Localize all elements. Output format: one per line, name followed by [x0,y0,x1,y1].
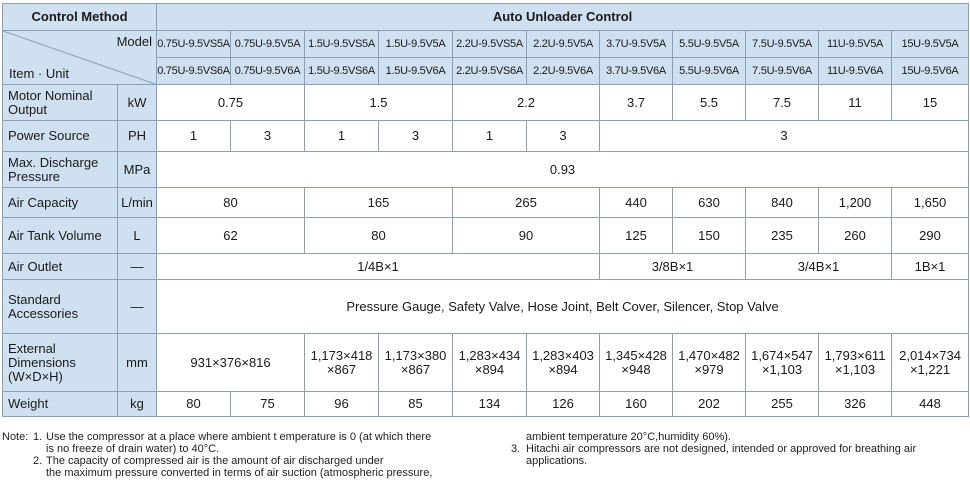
value-cell [819,334,892,392]
model-cell: 1.5U-9.5VS5A [305,31,379,58]
model-item-corner [3,31,157,85]
air-tank-label: Air Tank Volume [3,218,118,254]
dimensions-row [3,334,969,392]
power-source-unit: PH [118,121,157,152]
value-cell: 0.93 [157,152,969,188]
model-cell: 1.5U-9.5V5A [379,31,453,58]
item-unit-label: Item · Unit [9,66,69,81]
value-cell [892,334,969,392]
dimensions-label [3,334,118,392]
air-tank-row [3,218,969,254]
value-cell: 1,650 [892,188,969,218]
value-cell: 1B×1 [892,254,969,280]
discharge-pressure-unit: MPa [118,152,157,188]
model-cell: 2.2U-9.5VS6A [453,58,527,85]
note-1 [2,431,507,455]
value-cell: 5.5 [673,85,746,121]
air-outlet-unit: — [118,254,157,280]
air-outlet-label: Air Outlet [3,254,118,280]
dim-line: ×979 [694,361,724,377]
accessories-unit: — [118,280,157,334]
dim-line: ×1,221 [909,361,951,377]
air-capacity-unit: L/min [118,188,157,218]
note-3 [511,443,969,467]
value-cell: 62 [157,218,305,254]
dim-line: 1,674×547 [751,347,813,363]
value-cell: 85 [379,392,453,417]
value-cell: 0.75 [157,85,305,121]
notes-column-right [511,431,969,467]
motor-output-unit: kW [118,85,157,121]
model-cell: 15U-9.5V6A [892,58,969,85]
dim-line: 1,283×434 [458,347,521,363]
model-cell: 0.75U-9.5VS5A [157,31,231,58]
value-cell [746,334,819,392]
value-cell: 80 [157,188,305,218]
model-cell: 11U-9.5V6A [819,58,892,85]
model-cell: 1.5U-9.5VS6A [305,58,379,85]
model-cell: 11U-9.5V5A [819,31,892,58]
dim-line: ×1,103 [834,361,876,377]
discharge-pressure-label: Max. Discharge Pressure [3,152,118,188]
model-cell: 7.5U-9.5V5A [746,31,819,58]
model-cell: 0.75U-9.5V6A [231,58,305,85]
value-cell: 3 [379,121,453,152]
dim-line: 1,173×380 [384,347,447,363]
note-number: 2. [33,455,43,467]
value-cell: 290 [892,218,969,254]
value-cell: 3/8B×1 [600,254,746,280]
value-cell: 630 [673,188,746,218]
value-cell: 448 [892,392,969,417]
dim-line: ×867 [326,361,357,377]
air-tank-unit: L [118,218,157,254]
power-source-row [3,121,969,152]
dim-line: ×867 [400,361,431,377]
value-cell: 202 [673,392,746,417]
dim-line: 2,014×734 [899,347,961,363]
dimensions-label-wdh: (W×D×H) [8,368,63,384]
model-cell: 1.5U-9.5V6A [379,58,453,85]
value-cell: 150 [673,218,746,254]
model-cell: 0.75U-9.5V5A [231,31,305,58]
note-text: applications. [526,455,588,467]
value-cell: 90 [453,218,600,254]
spec-table [2,3,969,417]
model-cell: 3.7U-9.5V5A [600,31,673,58]
value-cell: 1 [305,121,379,152]
value-cell: 3 [527,121,600,152]
value-cell: 165 [305,188,453,218]
motor-output-label: Motor Nominal Output [3,85,118,121]
dim-line: 1,283×403 [532,347,594,363]
model-label: Model [116,34,153,49]
value-cell: 3.7 [600,85,673,121]
motor-output-row [3,85,969,121]
value-cell: 326 [819,392,892,417]
notes [2,431,968,487]
dim-line: ×894 [548,361,578,377]
value-cell: 265 [453,188,600,218]
air-capacity-row [3,188,969,218]
model-cell: 2.2U-9.5V5A [527,31,600,58]
value-cell: 3/4B×1 [746,254,892,280]
model-cell: 5.5U-9.5V6A [673,58,746,85]
value-cell: 1 [453,121,527,152]
model-cell: 0.75U-9.5VS6A [157,58,231,85]
value-cell: 235 [746,218,819,254]
dimensions-unit: mm [118,334,157,392]
note-text: is no freeze of drain water) to 40°C. [46,443,220,455]
weight-label: Weight [3,392,118,417]
discharge-pressure-row [3,152,969,188]
note-text: The capacity of compressed air is the amount of air discharged under [46,455,384,467]
value-cell: 134 [453,392,527,417]
value-cell: 440 [600,188,673,218]
dim-line: 1,345×428 [605,347,667,363]
value-cell [379,334,453,392]
dim-line: 1,793×611 [824,347,886,363]
weight-unit: kg [118,392,157,417]
model-row-1 [3,31,969,58]
note-text: the maximum pressure converted in terms of air suction (atmospheric pressure, [46,467,433,479]
value-cell: 1.5 [305,85,453,121]
dim-line: ×1,103 [761,361,803,377]
value-cell: 96 [305,392,379,417]
header-row [3,4,969,31]
value-cell: 260 [819,218,892,254]
air-outlet-row [3,254,969,280]
value-cell: 1/4B×1 [157,254,600,280]
model-cell: 3.7U-9.5V6A [600,58,673,85]
value-cell [600,334,673,392]
value-cell: 3 [231,121,305,152]
dim-line: 1,470×482 [678,347,740,363]
value-cell [453,334,527,392]
value-cell: 75 [231,392,305,417]
dim-line: ×894 [474,361,505,377]
dim-line: ×948 [621,361,651,377]
note-text: ambient temperature 20°C,humidity 60%). [526,431,731,443]
model-cell: 15U-9.5V5A [892,31,969,58]
value-cell: 80 [305,218,453,254]
note-number: 3. [511,443,521,455]
value-cell [305,334,379,392]
note-2 [2,455,507,479]
value-cell [527,334,600,392]
note-2-continued [511,431,969,443]
value-cell: Pressure Gauge, Safety Valve, Hose Joint, Belt Cover, Silencer, Stop Valve [157,280,969,334]
value-cell: 7.5 [746,85,819,121]
value-cell: 840 [746,188,819,218]
value-cell: 3 [600,121,969,152]
notes-column-left [2,431,507,479]
note-prefix: Note: [2,431,29,443]
model-cell: 2.2U-9.5VS5A [453,31,527,58]
weight-row [3,392,969,417]
model-cell: 7.5U-9.5V6A [746,58,819,85]
power-source-label: Power Source [3,121,118,152]
value-cell: 255 [746,392,819,417]
accessories-row [3,280,969,334]
value-cell [673,334,746,392]
value-cell: 80 [157,392,231,417]
model-cell: 5.5U-9.5V5A [673,31,746,58]
dimensions-label-text: External Dimensions [8,340,76,370]
value-cell: 160 [600,392,673,417]
dim-line: 1,173×418 [310,347,373,363]
value-cell: 1 [157,121,231,152]
control-method-header: Control Method [3,4,157,31]
air-capacity-label: Air Capacity [3,188,118,218]
value-cell: 11 [819,85,892,121]
value-cell: 2.2 [453,85,600,121]
auto-unloader-header: Auto Unloader Control [157,4,969,31]
note-text: Hitachi air compressors are not designed, intended or approved for breathing air [526,443,917,455]
value-cell: 125 [600,218,673,254]
value-cell: 1,200 [819,188,892,218]
model-cell: 2.2U-9.5V6A [527,58,600,85]
value-cell: 931×376×816 [157,334,305,392]
value-cell: 126 [527,392,600,417]
accessories-label: Standard Accessories [3,280,118,334]
note-text: Use the compressor at a place where ambient t emperature is 0 (at which there [46,431,432,443]
value-cell: 15 [892,85,969,121]
note-number: 1. [33,431,43,443]
